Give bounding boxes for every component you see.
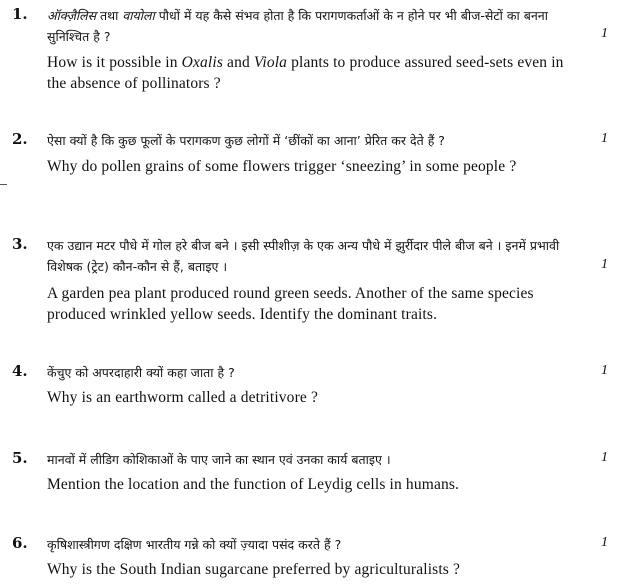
question-number: 1.	[12, 5, 28, 23]
question-number: 2.	[12, 130, 28, 148]
question-number: 3.	[12, 235, 28, 253]
question-hindi-text: केंचुए को अपरदाहारी क्यों कहा जाता है ?	[47, 365, 235, 380]
question-english-text: A garden pea plant produced round green seeds. Another of the same species produced wrinkled yellow seeds. Identify the dominant traits.	[47, 285, 534, 323]
question-hindi-text: कृषिशास्त्रीगण दक्षिण भारतीय गन्ने को क्यों ज़्यादा पसंद करते हैं ?	[47, 537, 342, 552]
question-number: 4.	[12, 362, 28, 380]
question-marks: 1	[601, 450, 608, 465]
question-marks: 1	[601, 257, 608, 272]
hindi-italic-term: वायोला	[122, 8, 155, 23]
question-number: 6.	[12, 534, 28, 552]
question-english-text: Why is the South Indian sugarcane preferred by agriculturalists ?	[47, 561, 461, 578]
question-english-text: How is it possible in Oxalis and Viola plants to produce assured seed-sets even in the absence of pollinators ?	[47, 54, 564, 92]
question-english-text: Mention the location and the function of Leydig cells in humans.	[47, 476, 460, 493]
question-marks: 1	[601, 363, 608, 378]
question-marks: 1	[601, 535, 608, 550]
question-hindi-text: ऑक्ज़ैलिस तथा वायोला पौधों में यह कैसे संभव होता है कि परागणकर्ताओं के न होने पर भी बीज-सेटों का बनना सुनिश्चित है ?	[47, 8, 548, 44]
question-english-text: Why do pollen grains of some flowers trigger ‘sneezing’ in some people ?	[47, 158, 517, 175]
question-english-text: Why is an earthworm called a detritivore ?	[47, 389, 318, 406]
hindi-italic-term: ऑक्ज़ैलिस	[47, 8, 97, 23]
question-hindi-text: एक उद्यान मटर पौधे में गोल हरे बीज बने । इसी स्पीशीज़ के एक अन्य पौधे में झुर्रीदार पीले बीज बने । इनमें प्रभावी विशेषक (ट्रेट) कौन-कौन से हैं, बताइए ।	[47, 238, 560, 274]
question-hindi-text: मानवों में लीडिग कोशिकाओं के पाए जाने का स्थान एवं उनका कार्य बताइए ।	[47, 452, 391, 467]
english-italic-term: Viola	[253, 54, 288, 71]
question-marks: 1	[601, 26, 608, 41]
question-hindi-text: ऐसा क्यों है कि कुछ फूलों के परागकण कुछ लोगों में ‘छींकों का आना’ प्रेरित कर देते हैं ?	[47, 133, 445, 148]
question-number: 5.	[12, 449, 28, 467]
page-edge-mark	[0, 184, 7, 185]
english-italic-term: Oxalis	[181, 54, 224, 71]
question-marks: 1	[601, 131, 608, 146]
